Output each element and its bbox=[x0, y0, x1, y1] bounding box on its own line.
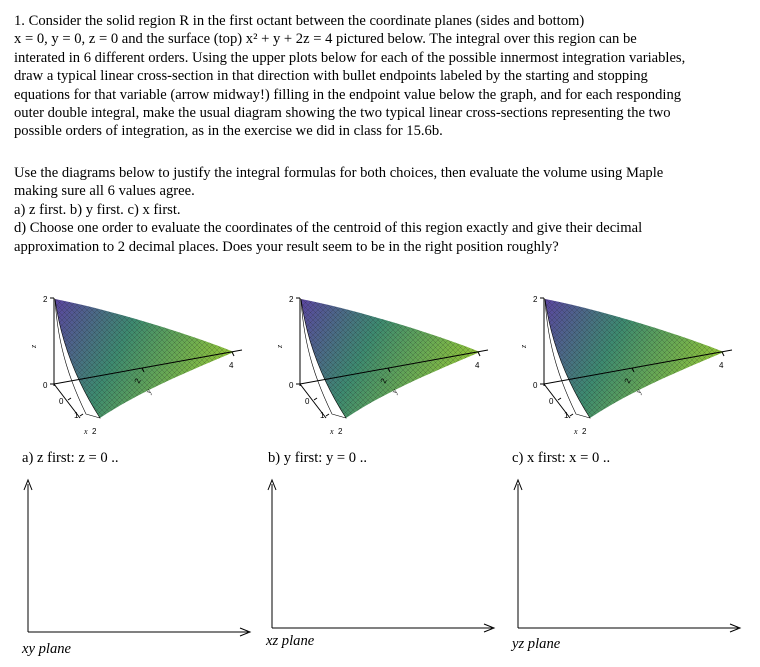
sketch-axes-yz[interactable] bbox=[504, 478, 744, 638]
x-tick-zero: 0 bbox=[59, 397, 64, 406]
sketch-axes-xy[interactable] bbox=[14, 478, 254, 638]
caption-z-first: a) z first: z = 0 .. bbox=[22, 450, 119, 466]
text-line: 1. Consider the solid region R in the first octant between the coordinate planes (sides and bottom) bbox=[14, 13, 585, 29]
sketch-axes-xz[interactable] bbox=[258, 478, 498, 638]
z-axis-label: z bbox=[519, 344, 528, 348]
x-tick-two: 2 bbox=[338, 427, 343, 436]
x-axis-label: x bbox=[84, 427, 88, 436]
text-line: interated in 6 different orders. Using the upper plots below for each of the possible innermost integration variables, bbox=[14, 49, 686, 66]
text-line: draw a typical linear cross-section in that direction with bullet endpoints labeled by the starting and stopping bbox=[14, 68, 648, 85]
z-tick-zero: 0 bbox=[533, 381, 538, 390]
x-tick-two: 2 bbox=[582, 427, 587, 436]
surface-plot-a bbox=[22, 290, 252, 450]
text-line: d) Choose one order to evaluate the coordinates of the centroid of this region exactly and give their decimal bbox=[14, 220, 643, 237]
x-tick-one: 1 bbox=[564, 411, 569, 420]
text-line: possible orders of integration, as in the exercise we did in class for 15.6b. bbox=[14, 123, 443, 140]
text-line: outer double integral, make the usual diagram showing the two typical linear cross-sections representing the two bbox=[14, 105, 671, 122]
x-axis-label: x bbox=[574, 427, 578, 436]
instructions bbox=[14, 164, 752, 256]
z-tick-top: 2 bbox=[533, 295, 538, 304]
sketch-axes-svg bbox=[258, 478, 498, 638]
x-tick-zero: 0 bbox=[549, 397, 554, 406]
sketch-axes-svg bbox=[14, 478, 254, 638]
y-tick-four: 4 bbox=[229, 361, 234, 370]
caption-y-first: b) y first: y = 0 .. bbox=[268, 450, 368, 466]
y-axis-label: y bbox=[143, 387, 154, 395]
x-tick-two: 2 bbox=[92, 427, 97, 436]
z-tick-top: 2 bbox=[43, 295, 48, 304]
y-tick-two: 2 bbox=[378, 377, 389, 385]
x-axis-label: x bbox=[330, 427, 334, 436]
caption-x-first: c) x first: x = 0 .. bbox=[512, 450, 611, 466]
plane-label-xz: xz plane bbox=[266, 633, 315, 649]
x-tick-one: 1 bbox=[74, 411, 79, 420]
surface-plot-b bbox=[268, 290, 498, 450]
problem-statement bbox=[14, 12, 752, 141]
text-line: equations for that variable (arrow midway!) filling in the endpoint value below the graph, and for each responding bbox=[14, 86, 682, 103]
z-axis-label: z bbox=[29, 344, 38, 348]
text-line: a) z first. b) y first. c) x first. bbox=[14, 201, 181, 218]
surface-plot-c bbox=[512, 290, 742, 450]
text-line: approximation to 2 decimal places. Does your result seem to be in the right position roughly? bbox=[14, 238, 559, 255]
plane-label-xy: xy plane bbox=[22, 641, 72, 657]
x-tick-one: 1 bbox=[320, 411, 325, 420]
text-line: x = 0, y = 0, z = 0 and the surface (top) x² + y + 2z = 4 pictured below. The integral over this region can be bbox=[14, 31, 637, 48]
text-line: Use the diagrams below to justify the integral formulas for both choices, then evaluate the volume using Maple bbox=[14, 165, 664, 181]
y-axis-label: y bbox=[633, 387, 644, 395]
y-tick-two: 2 bbox=[622, 377, 633, 385]
surface-plot-svg bbox=[22, 290, 252, 450]
text-line: making sure all 6 values agree. bbox=[14, 183, 195, 200]
z-axis-label: z bbox=[275, 344, 284, 348]
x-tick-zero: 0 bbox=[305, 397, 310, 406]
surface-plot-svg bbox=[512, 290, 742, 450]
z-tick-zero: 0 bbox=[289, 381, 294, 390]
y-axis-label: y bbox=[389, 387, 400, 395]
z-tick-top: 2 bbox=[289, 295, 294, 304]
y-tick-four: 4 bbox=[719, 361, 724, 370]
z-tick-zero: 0 bbox=[43, 381, 48, 390]
plane-label-yz: yz plane bbox=[512, 636, 561, 652]
y-tick-four: 4 bbox=[475, 361, 480, 370]
y-tick-two: 2 bbox=[132, 377, 143, 385]
surface-plot-svg bbox=[268, 290, 498, 450]
sketch-axes-svg bbox=[504, 478, 744, 638]
